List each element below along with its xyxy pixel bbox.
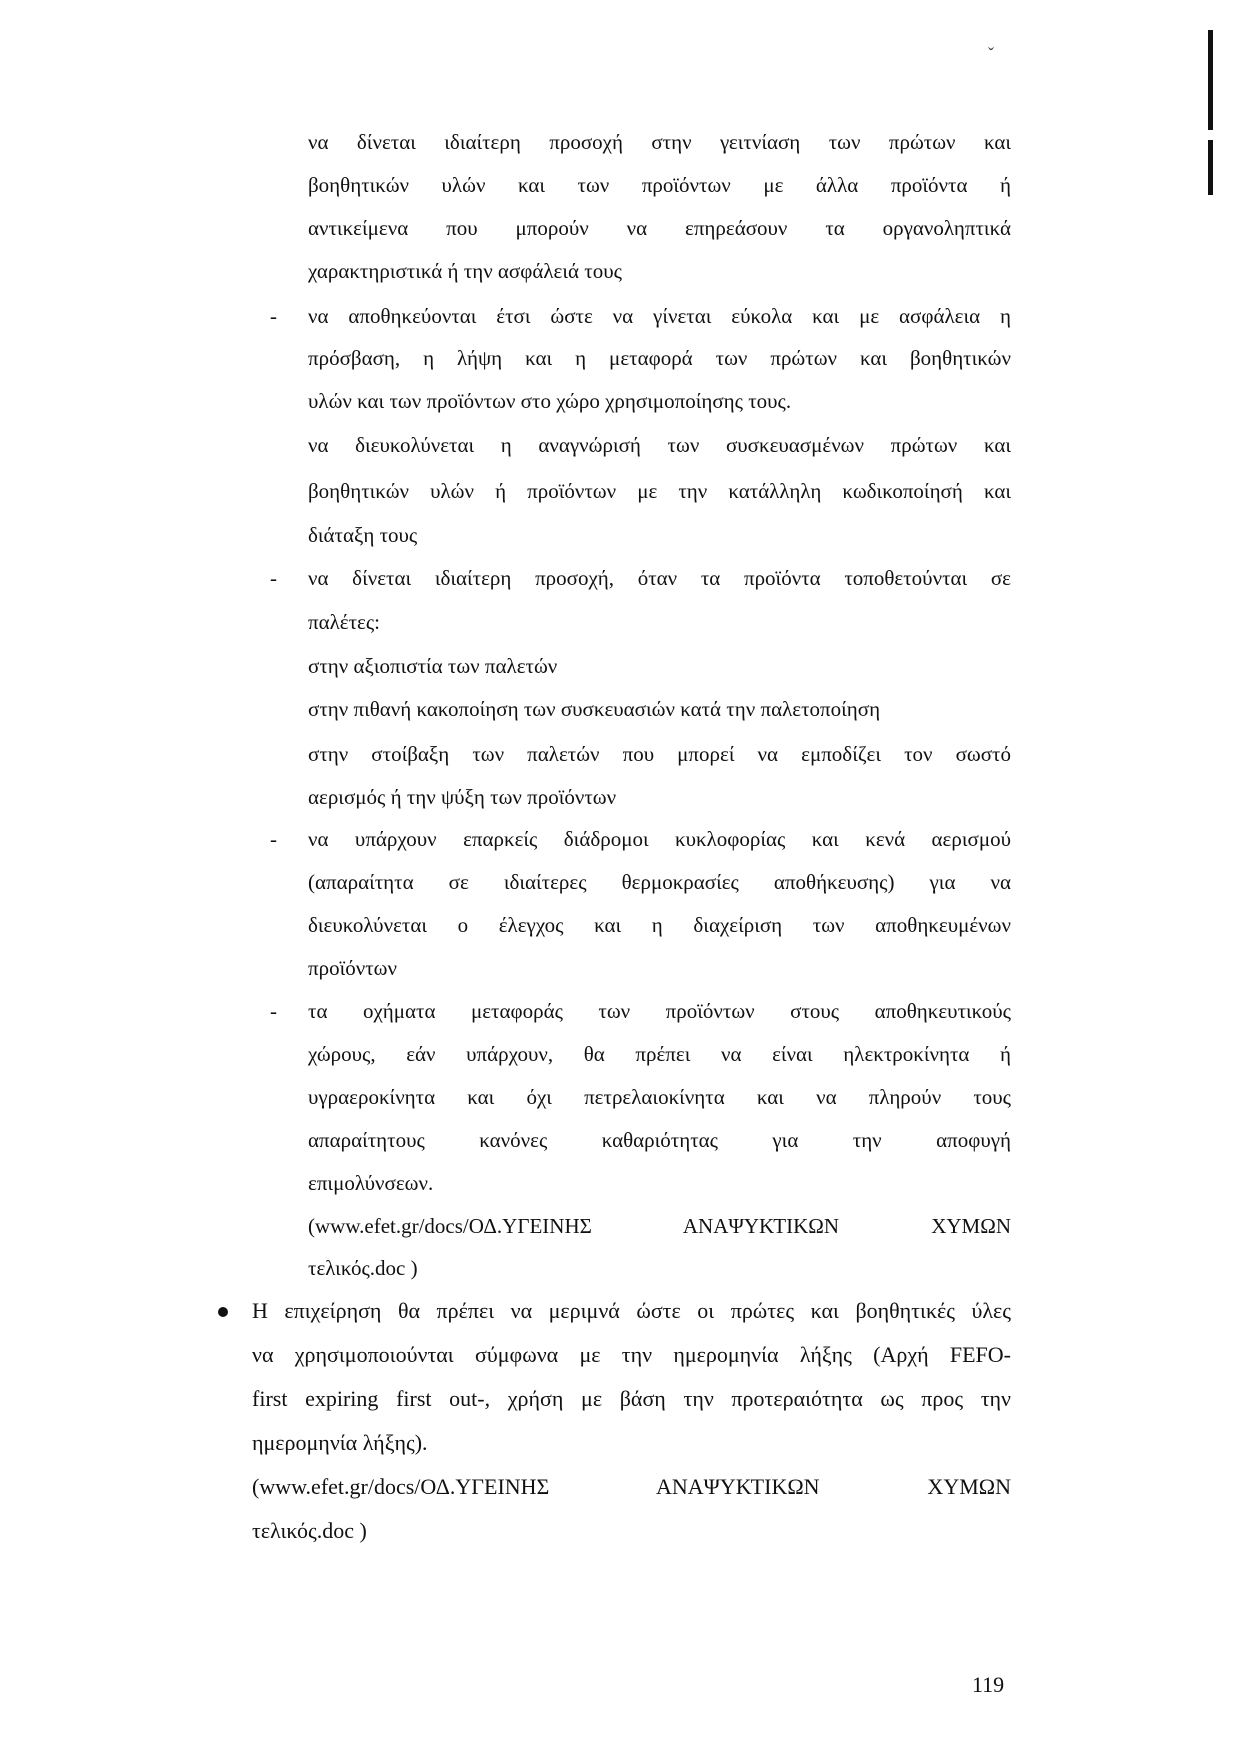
text-line: πρόσβαση, η λήψη και η μεταφορά των πρώτων και βοηθητικών [308,346,1011,370]
text-line: να αποθηκεύονται έτσι ώστε να γίνεται εύκολα και με ασφάλεια η [308,304,1011,328]
list-dash: - [270,566,277,590]
text-line: χώρους, εάν υπάρχουν, θα πρέπει να είναι ηλεκτροκίνητα ή [308,1042,1011,1066]
text-line: αντικείμενα που μπορούν να επηρεάσουν τα οργανοληπτικά [308,216,1011,240]
text-line: ημερομηνία λήξης). [252,1430,428,1455]
text-line: (απαραίτητα σε ιδιαίτερες θερμοκρασίες αποθήκευσης) για να [308,870,1011,894]
text-line: διάταξη τους [308,523,418,547]
text-line: βοηθητικών υλών ή προϊόντων με την κατάλληλη κωδικοποίησή και [308,479,1011,503]
list-dash: - [270,999,277,1023]
text-line: τα οχήματα μεταφοράς των προϊόντων στους αποθηκευτικούς [308,999,1011,1023]
text-line: βοηθητικών υλών και των προϊόντων με άλλα προϊόντα ή [308,173,1011,197]
text-line: first expiring first out-, χρήση με βάση την προτεραιότητα ως προς την [252,1386,1011,1411]
text-line: Η επιχείρηση θα πρέπει να μεριμνά ώστε οι πρώτες και βοηθητικές ύλες [252,1298,1011,1323]
list-dash: - [270,304,277,328]
text-line: διευκολύνεται ο έλεγχος και η διαχείριση των αποθηκευμένων [308,913,1011,937]
list-dash: - [270,827,277,851]
text-line: να δίνεται ιδιαίτερη προσοχή, όταν τα προϊόντα τοποθετούνται σε [308,566,1011,590]
text-line: προϊόντων [308,956,397,980]
text-line: να υπάρχουν επαρκείς διάδρομοι κυκλοφορίας και κενά αερισμού [308,827,1011,851]
margin-bar [1208,30,1213,130]
text-line: επιμολύνσεων. [308,1171,434,1195]
reference-line: (www.efet.gr/docs/ΟΔ.ΥΓΕΙΝΗΣ ΑΝΑΨΥΚΤΙΚΩΝ ΧΥΜΩΝ [252,1474,1011,1499]
margin-bar [1208,140,1213,195]
text-line: να διευκολύνεται η αναγνώρισή των συσκευασμένων πρώτων και [308,433,1011,457]
text-line: υγραεροκίνητα και όχι πετρελαιοκίνητα και να πληρούν τους [308,1085,1011,1109]
text-line: στην στοίβαξη των παλετών που μπορεί να εμποδίζει τον σωστό [308,742,1011,766]
text-line: να δίνεται ιδιαίτερη προσοχή στην γειτνίαση των πρώτων και [308,130,1011,154]
text-line: παλέτες: [308,610,381,634]
text-line: αερισμός ή την ψύξη των προϊόντων [308,785,617,809]
reference-line: (www.efet.gr/docs/ΟΔ.ΥΓΕΙΝΗΣ ΑΝΑΨΥΚΤΙΚΩΝ ΧΥΜΩΝ [308,1214,1011,1238]
reference-line: τελικός.doc ) [308,1256,418,1280]
page-number: 119 [972,1672,1005,1697]
reference-line: τελικός.doc ) [252,1518,367,1543]
text-line: στην αξιοπιστία των παλετών [308,654,558,678]
text-line: απαραίτητους κανόνες καθαριότητας για την αποφυγή [308,1128,1011,1152]
text-line: να χρησιμοποιούνται σύμφωνα με την ημερομηνία λήξης (Αρχή FEFO- [252,1342,1011,1367]
bullet-point [218,1307,228,1317]
text-line: στην πιθανή κακοποίηση των συσκευασιών κατά την παλετοποίηση [308,697,881,721]
corner-mark: ˇ [988,44,994,64]
text-line: υλών και των προϊόντων στο χώρο χρησιμοποίησης τους. [308,389,792,413]
text-line: χαρακτηριστικά ή την ασφάλειά τους [308,259,622,283]
